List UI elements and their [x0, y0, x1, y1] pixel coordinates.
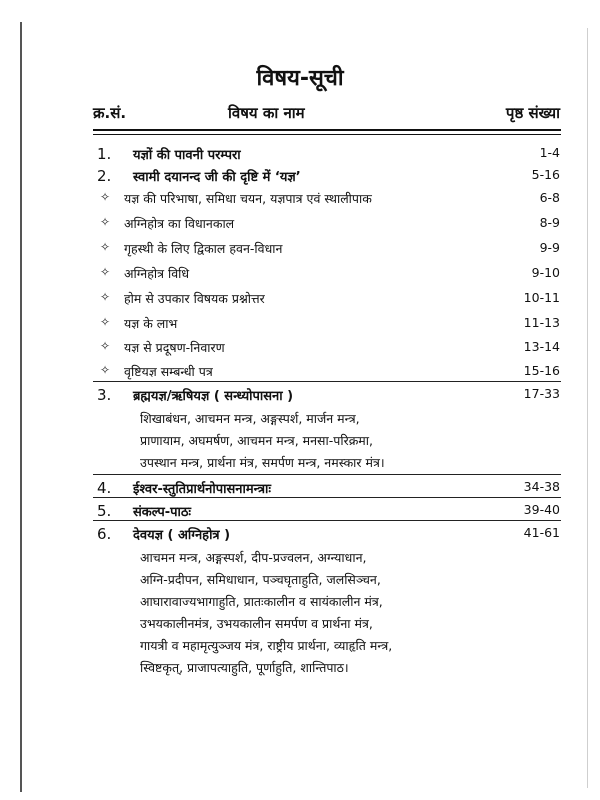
entry-pages: 5-16: [531, 167, 560, 182]
sub-entry-pages: 15-16: [523, 363, 560, 378]
sub-entry-pages: 10-11: [523, 290, 560, 305]
entry-pages: 17-33: [523, 386, 560, 401]
header-page-number: पृष्ठ संख्या: [505, 104, 560, 122]
sub-entry-title: यज्ञ से प्रदूषण-निवारण: [124, 340, 225, 355]
diamond-bullet-icon: ✧: [100, 290, 111, 304]
sub-entry-title: वृष्टियज्ञ सम्बन्धी पत्र: [124, 364, 213, 379]
diamond-bullet-icon: ✧: [100, 265, 111, 279]
entry-title: ईश्वर-स्तुतिप्रार्थनोपासनामन्त्राः: [133, 482, 272, 497]
entry-pages: 1-4: [539, 145, 560, 160]
header-serial: क्र.सं.: [93, 104, 127, 122]
sub-entry-pages: 9-9: [539, 240, 560, 255]
diamond-bullet-icon: ✧: [100, 215, 111, 229]
entry-pages: 41-61: [523, 525, 560, 540]
toc-entry-2[interactable]: [0, 167, 600, 189]
toc-sub-entry[interactable]: [0, 265, 600, 287]
toc-entry-3[interactable]: [0, 386, 600, 408]
entry-number: 1.: [97, 145, 112, 163]
toc-sub-entry[interactable]: [0, 215, 600, 237]
entry-pages: 39-40: [523, 502, 560, 517]
sub-entry-pages: 8-9: [539, 215, 560, 230]
diamond-bullet-icon: ✧: [100, 363, 111, 377]
sub-entry-pages: 13-14: [523, 339, 560, 354]
diamond-bullet-icon: ✧: [100, 339, 111, 353]
section-divider: [93, 520, 561, 521]
sub-entry-title: यज्ञ की परिभाषा, समिधा चयन, यज्ञपात्र एवं स्थालीपाक: [124, 191, 372, 206]
toc-sub-entry[interactable]: [0, 339, 600, 361]
entry-6-description: [140, 547, 570, 679]
section-divider: [93, 474, 561, 475]
header-divider-thin: [93, 134, 561, 135]
description-line: उपस्थान मन्त्र, प्रार्थना मंत्र, समर्पण मन्त्र, नमस्कार मंत्र।: [140, 455, 385, 470]
description-line: स्विष्टकृत्, प्राजापत्याहुति, पूर्णाहुति, शान्तिपाठ।: [140, 660, 349, 675]
entry-title: स्वामी दयानन्द जी की दृष्टि में ‘यज्ञ’: [133, 170, 301, 185]
page-title: विषय-सूची: [256, 66, 344, 91]
sub-entry-title: अग्निहोत्र का विधानकाल: [124, 216, 235, 231]
diamond-bullet-icon: ✧: [100, 190, 111, 204]
toc-sub-entry[interactable]: [0, 240, 600, 262]
sub-entry-title: होम से उपकार विषयक प्रश्नोत्तर: [124, 291, 265, 306]
toc-sub-entry[interactable]: [0, 190, 600, 212]
section-divider: [93, 497, 561, 498]
entry-number: 6.: [97, 525, 112, 543]
entry-3-description: [140, 408, 570, 474]
entry-title: देवयज्ञ ( अग्निहोत्र ): [133, 528, 231, 543]
description-line: शिखाबंधन, आचमन मन्त्र, अङ्गस्पर्श, मार्जन मन्त्र,: [140, 411, 360, 426]
description-line: अग्नि-प्रदीपन, समिधाधान, पञ्चघृताहुति, जलसिञ्चन,: [140, 572, 381, 587]
diamond-bullet-icon: ✧: [100, 240, 111, 254]
sub-entry-title: गृहस्थी के लिए द्विकाल हवन-विधान: [124, 241, 283, 256]
section-divider: [93, 381, 561, 382]
entry-number: 2.: [97, 167, 112, 185]
page-right-edge: [587, 28, 588, 788]
header-divider: [93, 129, 561, 131]
entry-number: 3.: [97, 386, 112, 404]
entry-title: यज्ञों की पावनी परम्परा: [133, 148, 241, 163]
sub-entry-pages: 9-10: [531, 265, 560, 280]
sub-entry-title: अग्निहोत्र विधि: [124, 266, 190, 281]
sub-entry-title: यज्ञ के लाभ: [124, 316, 178, 331]
description-line: आघारावाज्यभागाहुति, प्रातःकालीन व सायंकालीन मंत्र,: [140, 594, 383, 609]
toc-entry-1[interactable]: [0, 145, 600, 167]
toc-sub-entry[interactable]: [0, 290, 600, 312]
description-line: प्राणायाम, अघमर्षण, आचमन मन्त्र, मनसा-परिक्रमा,: [140, 433, 373, 448]
entry-number: 4.: [97, 479, 112, 497]
diamond-bullet-icon: ✧: [100, 315, 111, 329]
header-subject-name: विषय का नाम: [228, 104, 305, 122]
entry-number: 5.: [97, 502, 112, 520]
toc-entry-6[interactable]: [0, 525, 600, 547]
entry-title: संकल्प-पाठः: [133, 505, 192, 520]
sub-entry-pages: 11-13: [523, 315, 560, 330]
entry-title: ब्रह्मयज्ञ/ऋषियज्ञ ( सन्ध्योपासना ): [133, 389, 294, 404]
description-line: गायत्री व महामृत्युञ्जय मंत्र, राष्ट्रीय प्रार्थना, व्याहृति मन्त्र,: [140, 638, 393, 653]
table-header: [93, 103, 560, 125]
toc-sub-entry[interactable]: [0, 315, 600, 337]
description-line: उभयकालीनमंत्र, उभयकालीन समर्पण व प्रार्थना मंत्र,: [140, 616, 373, 631]
sub-entry-pages: 6-8: [539, 190, 560, 205]
description-line: आचमन मन्त्र, अङ्गस्पर्श, दीप-प्रज्वलन, अग्न्याधान,: [140, 550, 367, 565]
entry-pages: 34-38: [523, 479, 560, 494]
